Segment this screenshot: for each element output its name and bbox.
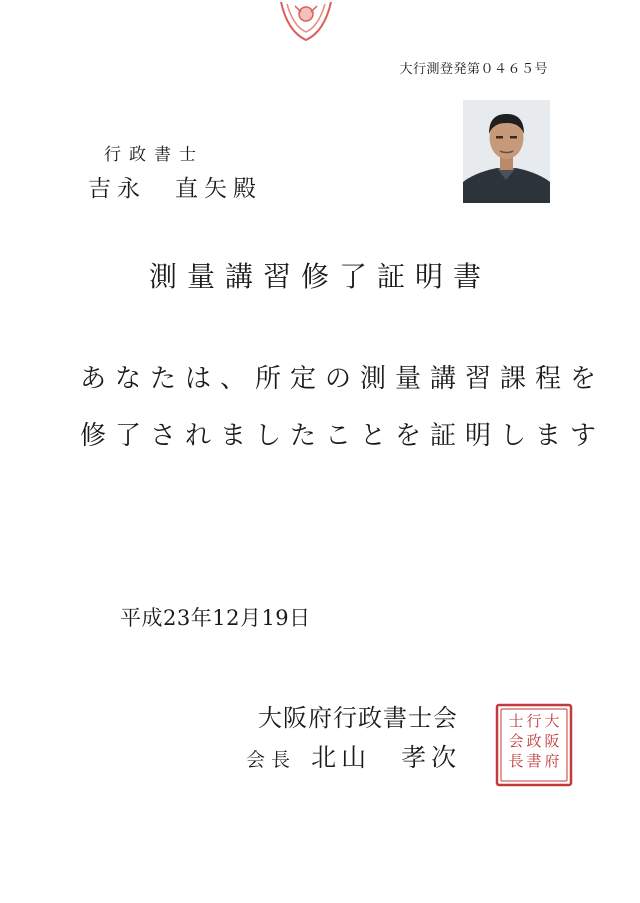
seal-character: 行 [526,712,542,730]
body-text-line-1: あなたは、所定の測量講習課程を [80,364,606,394]
seal-character: 大 [544,712,560,730]
recipient-name: 吉永 直矢殿 [88,176,262,202]
seal-character: 阪 [544,732,560,750]
recipient-title: 行政書士 [104,145,204,165]
seal-character: 士 [508,712,524,730]
issuer-organization: 大阪府行政書士会 [258,704,458,732]
issue-date: 平成23年12月19日 [120,606,311,630]
recipient-photo [463,100,550,203]
issuer-name: 北山 孝次 [311,743,462,772]
document-title: 測量講習修了証明書 [148,260,491,293]
issuer-signatory [246,738,461,774]
person-photo-icon [463,100,550,203]
body-text-line-2: 修了されましたことを証明します [80,421,606,451]
top-seal-emblem [275,0,337,46]
seal-character: 政 [526,732,542,750]
seal-character: 府 [544,752,560,770]
seal-character: 会 [508,732,524,750]
certificate-number: 大行測登発第０４６５号 [399,62,548,77]
official-seal-stamp [494,702,574,788]
seal-character: 書 [526,752,542,770]
seal-character: 長 [508,752,524,770]
issuer-role: 会長 [246,749,297,771]
